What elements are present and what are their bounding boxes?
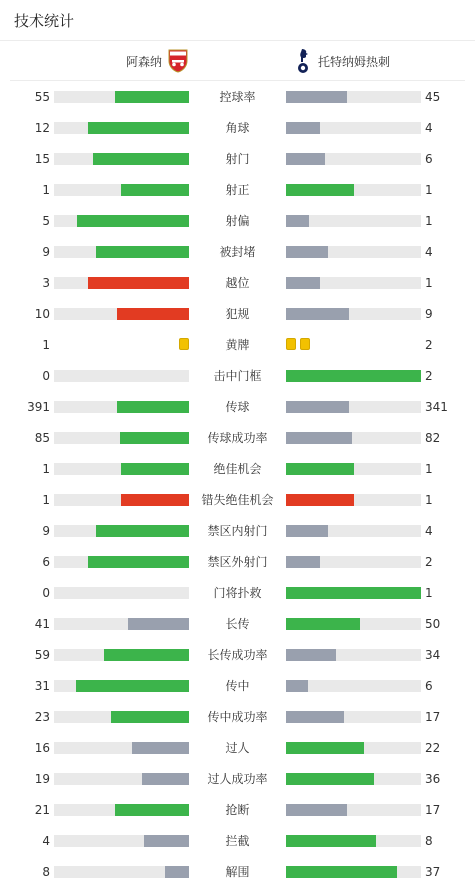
yellow-card-icon	[179, 338, 189, 350]
stat-label: 解围	[225, 865, 250, 879]
away-value: 1	[425, 493, 433, 507]
away-bar-track	[286, 587, 421, 599]
away-bar-fill	[286, 649, 336, 661]
away-bar-track	[286, 494, 421, 506]
home-bar-track	[54, 463, 189, 475]
home-value: 6	[42, 555, 50, 569]
home-value: 391	[27, 400, 50, 414]
home-value: 21	[34, 803, 50, 817]
home-value: 9	[42, 524, 50, 538]
home-bar-track	[54, 432, 189, 444]
stat-label: 被封堵	[219, 245, 256, 259]
home-bar-track	[54, 370, 189, 382]
spurs-crest-icon	[296, 48, 310, 74]
home-value: 15	[34, 152, 50, 166]
home-value: 16	[34, 741, 50, 755]
away-value: 50	[425, 617, 441, 631]
away-bar-track	[286, 432, 421, 444]
home-bar-track	[54, 773, 189, 785]
home-value: 1	[42, 493, 50, 507]
home-bar-fill	[88, 556, 189, 568]
stat-row	[0, 422, 475, 453]
stat-label: 传球成功率	[207, 431, 268, 445]
home-value: 1	[42, 183, 50, 197]
away-bar-track	[286, 649, 421, 661]
stat-label: 绝佳机会	[213, 462, 262, 476]
home-bar-fill	[76, 680, 189, 692]
yellow-card-icon	[300, 338, 310, 350]
away-bar-fill	[286, 153, 325, 165]
away-bar-fill	[286, 463, 354, 475]
away-bar-fill	[286, 742, 364, 754]
away-bar-track	[286, 184, 421, 196]
home-bar-fill	[115, 804, 189, 816]
away-bar-track	[286, 680, 421, 692]
stat-label: 长传成功率	[207, 648, 268, 662]
stat-row	[0, 81, 475, 112]
home-value: 59	[34, 648, 50, 662]
away-bar-track	[286, 215, 421, 227]
away-value: 4	[425, 121, 433, 135]
away-value: 4	[425, 524, 433, 538]
away-bar-fill	[286, 308, 349, 320]
home-bar-fill	[121, 494, 189, 506]
away-bar-fill	[286, 804, 347, 816]
home-bar-track	[54, 680, 189, 692]
stat-row	[0, 236, 475, 267]
stat-label: 射门	[225, 152, 250, 166]
home-bar-fill	[165, 866, 189, 878]
away-value: 37	[425, 865, 441, 879]
away-bar-fill	[286, 184, 354, 196]
stat-label: 越位	[225, 276, 250, 290]
stat-label: 传中成功率	[207, 710, 268, 724]
home-bar-fill	[88, 277, 189, 289]
home-bar-track	[54, 184, 189, 196]
home-bar-track	[54, 556, 189, 568]
home-bar-fill	[121, 184, 189, 196]
away-value: 82	[425, 431, 441, 445]
stat-row	[0, 360, 475, 391]
away-bar-fill	[286, 122, 320, 134]
stat-row	[0, 763, 475, 794]
stat-row	[0, 701, 475, 732]
away-bar-fill	[286, 91, 347, 103]
stat-row	[0, 670, 475, 701]
home-bar-fill	[96, 246, 189, 258]
away-value: 341	[425, 400, 448, 414]
stat-row	[0, 794, 475, 825]
away-bar-track	[286, 91, 421, 103]
stat-row	[0, 546, 475, 577]
teams-header	[0, 42, 475, 80]
away-bar-fill	[286, 277, 320, 289]
home-bar-fill	[142, 773, 189, 785]
stat-row	[0, 391, 475, 422]
away-value: 6	[425, 152, 433, 166]
away-bar-track	[286, 866, 421, 878]
home-bar-track	[54, 308, 189, 320]
stat-row	[0, 205, 475, 236]
away-bar-fill	[286, 680, 308, 692]
home-bar-fill	[115, 91, 189, 103]
home-value: 5	[42, 214, 50, 228]
stat-row	[0, 112, 475, 143]
home-bar-track	[54, 742, 189, 754]
home-value: 0	[42, 369, 50, 383]
stat-row	[0, 298, 475, 329]
arsenal-crest-icon	[168, 49, 188, 73]
home-bar-track	[54, 153, 189, 165]
away-bar-fill	[286, 494, 354, 506]
away-bar-track	[286, 122, 421, 134]
home-value: 55	[34, 90, 50, 104]
home-bar-track	[54, 649, 189, 661]
stat-label: 角球	[225, 121, 250, 135]
home-value: 4	[42, 834, 50, 848]
stat-label: 犯规	[225, 307, 250, 321]
away-value: 34	[425, 648, 441, 662]
away-bar-track	[286, 773, 421, 785]
home-value: 31	[34, 679, 50, 693]
away-bar-track	[286, 153, 421, 165]
stat-label: 击中门框	[213, 369, 262, 383]
away-value: 2	[425, 369, 433, 383]
home-value: 9	[42, 245, 50, 259]
away-value: 9	[425, 307, 433, 321]
away-bar-track	[286, 835, 421, 847]
stat-label: 传中	[225, 679, 250, 693]
home-yellow-cards	[179, 338, 189, 350]
home-bar-track	[54, 711, 189, 723]
away-value: 8	[425, 834, 433, 848]
yellow-card-icon	[286, 338, 296, 350]
home-value: 10	[34, 307, 50, 321]
away-bar-fill	[286, 711, 344, 723]
stat-row	[0, 329, 475, 360]
home-value: 1	[42, 462, 50, 476]
stat-label: 控球率	[219, 90, 256, 104]
away-bar-track	[286, 277, 421, 289]
away-bar-track	[286, 246, 421, 258]
stat-row	[0, 856, 475, 887]
home-team[interactable]	[126, 48, 188, 74]
away-value: 4	[425, 245, 433, 259]
stat-label: 射偏	[225, 214, 250, 228]
home-bar-track	[54, 277, 189, 289]
away-bar-track	[286, 556, 421, 568]
away-bar-track	[286, 711, 421, 723]
away-value: 2	[425, 555, 433, 569]
away-bar-fill	[286, 773, 374, 785]
home-bar-track	[54, 866, 189, 878]
home-value: 0	[42, 586, 50, 600]
away-bar-track	[286, 463, 421, 475]
home-value: 19	[34, 772, 50, 786]
stat-label: 门将扑救	[213, 586, 262, 600]
home-bar-fill	[88, 122, 189, 134]
home-bar-track	[54, 525, 189, 537]
stat-row	[0, 732, 475, 763]
home-bar-track	[54, 494, 189, 506]
away-bar-track	[286, 618, 421, 630]
stat-label: 禁区外射门	[207, 555, 268, 569]
away-bar-fill	[286, 525, 328, 537]
away-bar-track	[286, 804, 421, 816]
home-bar-fill	[93, 153, 189, 165]
away-yellow-cards	[286, 338, 310, 350]
divider	[0, 40, 475, 41]
home-bar-fill	[121, 463, 189, 475]
home-bar-track	[54, 618, 189, 630]
home-bar-fill	[117, 401, 189, 413]
away-bar-fill	[286, 432, 352, 444]
away-bar-fill	[286, 370, 421, 382]
stat-row	[0, 453, 475, 484]
away-bar-fill	[286, 401, 349, 413]
stat-row	[0, 174, 475, 205]
stat-row	[0, 143, 475, 174]
away-value: 17	[425, 803, 441, 817]
away-value: 45	[425, 90, 441, 104]
away-bar-fill	[286, 215, 309, 227]
away-value: 17	[425, 710, 441, 724]
stat-row	[0, 267, 475, 298]
stat-row	[0, 515, 475, 546]
home-bar-track	[54, 122, 189, 134]
away-value: 6	[425, 679, 433, 693]
away-value: 36	[425, 772, 441, 786]
away-bar-fill	[286, 835, 376, 847]
away-value: 1	[425, 586, 433, 600]
home-bar-fill	[96, 525, 189, 537]
home-bar-track	[54, 835, 189, 847]
stat-label: 长传	[225, 617, 250, 631]
away-bar-fill	[286, 587, 421, 599]
home-team-name: 阿森纳	[126, 54, 163, 69]
home-bar-fill	[128, 618, 189, 630]
away-value: 1	[425, 276, 433, 290]
away-value: 1	[425, 214, 433, 228]
home-value: 1	[42, 338, 50, 352]
away-team[interactable]	[296, 48, 396, 74]
stat-label: 抢断	[225, 803, 250, 817]
home-bar-track	[54, 246, 189, 258]
home-bar-fill	[144, 835, 189, 847]
away-bar-track	[286, 742, 421, 754]
stat-label: 黄牌	[225, 338, 250, 352]
home-bar-track	[54, 215, 189, 227]
away-bar-track	[286, 401, 421, 413]
home-bar-track	[54, 401, 189, 413]
stat-row	[0, 577, 475, 608]
stat-row	[0, 608, 475, 639]
stat-label: 错失绝佳机会	[201, 493, 274, 507]
home-bar-track	[54, 587, 189, 599]
stat-label: 射正	[225, 183, 250, 197]
stat-row	[0, 484, 475, 515]
away-bar-fill	[286, 618, 360, 630]
home-bar-fill	[132, 742, 189, 754]
home-value: 12	[34, 121, 50, 135]
stat-row	[0, 639, 475, 670]
page-title: 技术统计	[14, 12, 75, 30]
away-bar-track	[286, 308, 421, 320]
home-bar-fill	[117, 308, 189, 320]
home-bar-fill	[77, 215, 189, 227]
stat-label: 过人	[225, 741, 250, 755]
home-bar-fill	[120, 432, 189, 444]
stat-label: 禁区内射门	[207, 524, 268, 538]
home-value: 3	[42, 276, 50, 290]
away-value: 22	[425, 741, 441, 755]
home-bar-fill	[104, 649, 189, 661]
stat-row	[0, 825, 475, 856]
away-value: 1	[425, 183, 433, 197]
stat-label: 传球	[225, 400, 250, 414]
home-bar-fill	[111, 711, 189, 723]
away-value: 1	[425, 462, 433, 476]
away-value: 2	[425, 338, 433, 352]
away-bar-fill	[286, 246, 328, 258]
away-bar-track	[286, 525, 421, 537]
home-bar-track	[54, 804, 189, 816]
home-value: 8	[42, 865, 50, 879]
away-team-name: 托特纳姆热刺	[318, 54, 391, 69]
stat-label: 拦截	[225, 834, 250, 848]
stat-label: 过人成功率	[207, 772, 268, 786]
home-value: 41	[34, 617, 50, 631]
away-bar-fill	[286, 866, 397, 878]
home-value: 23	[34, 710, 50, 724]
away-bar-track	[286, 370, 421, 382]
away-bar-fill	[286, 556, 320, 568]
home-value: 85	[34, 431, 50, 445]
home-bar-track	[54, 91, 189, 103]
